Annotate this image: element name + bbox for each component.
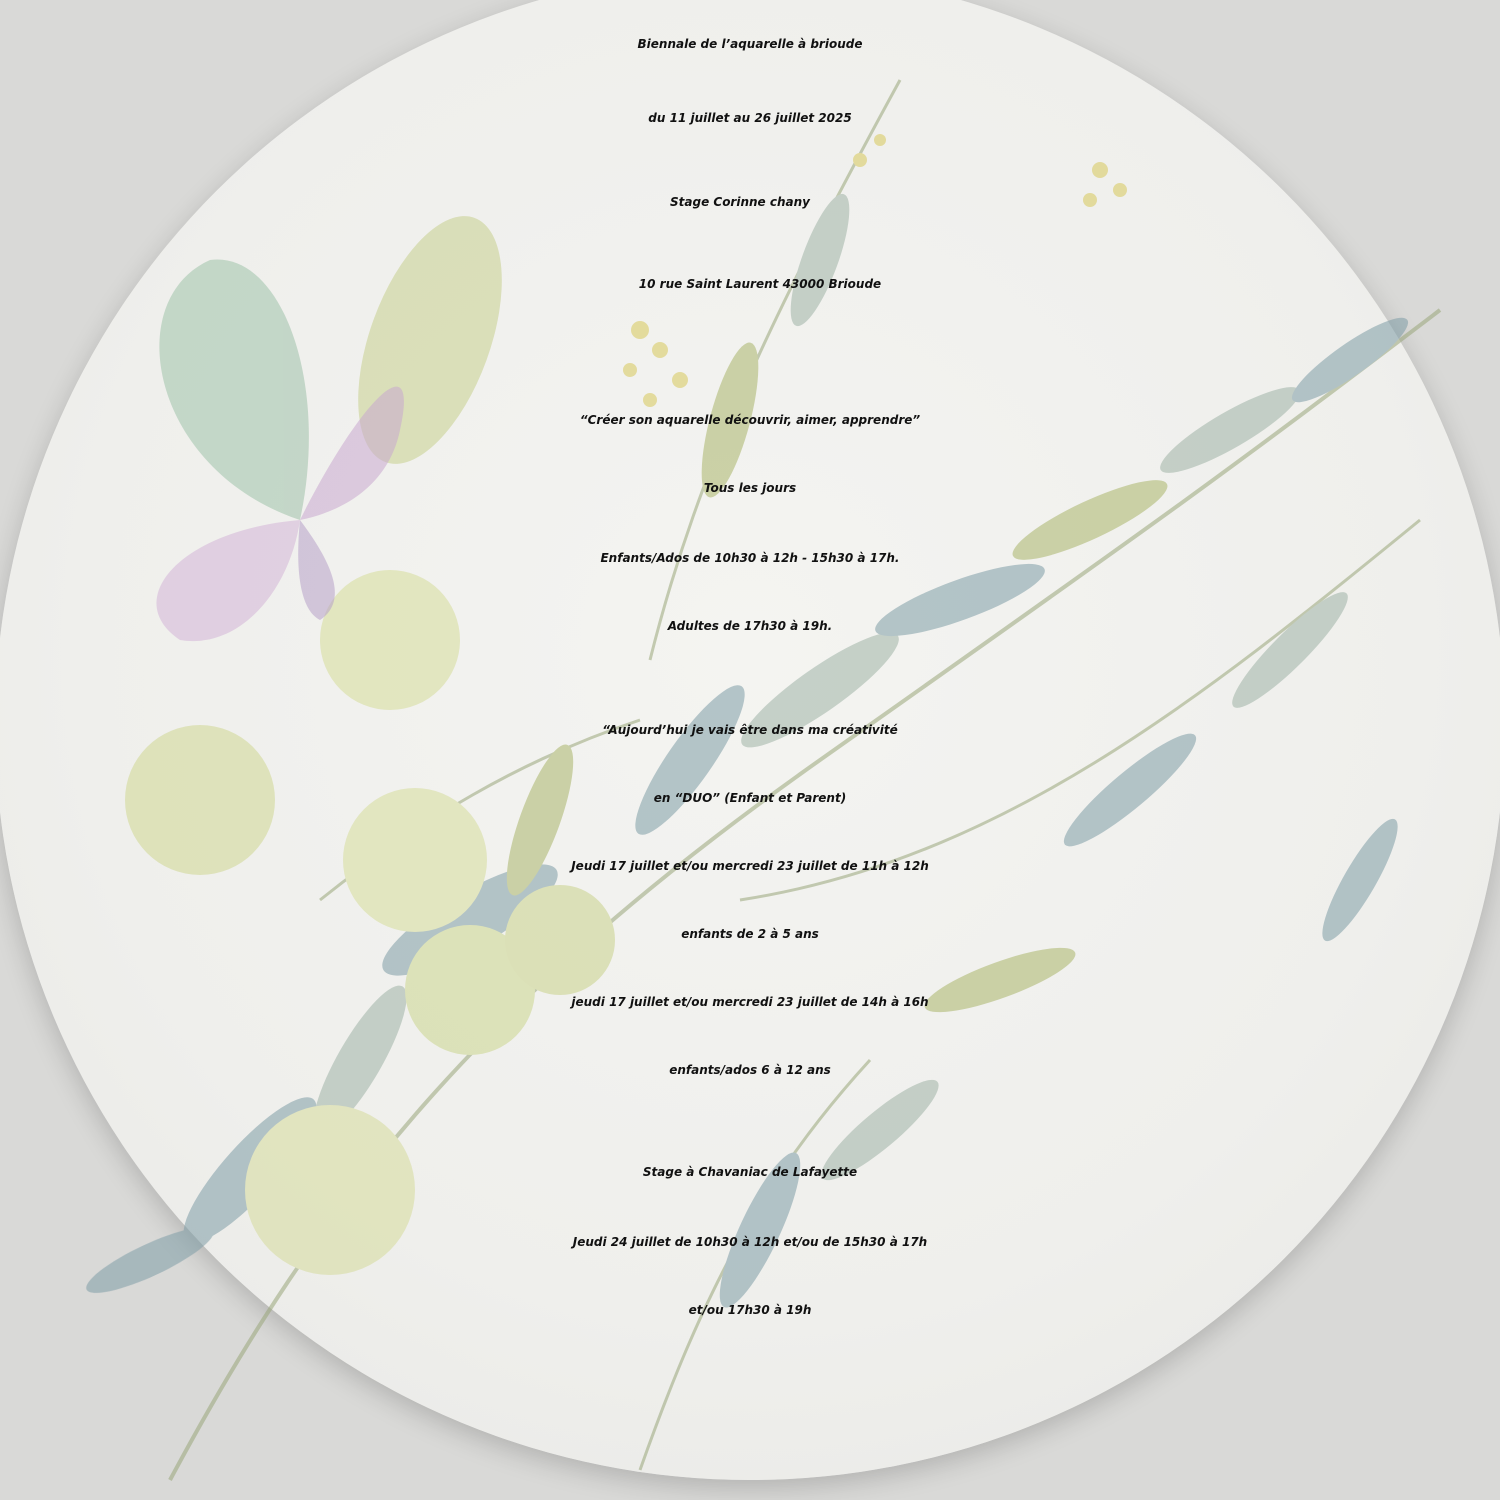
title-line-2: du 11 juillet au 26 juillet 2025: [648, 111, 852, 125]
block2-session1-dates: Jeudi 17 juillet et/ou mercredi 23 juillet de 11h à 12h: [571, 859, 929, 873]
block2-quote-line-1: “Aujourd’hui je vais être dans ma créativité: [602, 723, 898, 737]
block2-session2-dates: jeudi 17 juillet et/ou mercredi 23 juillet de 14h à 16h: [571, 995, 929, 1009]
block1-quote: “Créer son aquarelle découvrir, aimer, apprendre”: [579, 413, 921, 427]
title-line-1: Biennale de l’aquarelle à brioude: [637, 37, 863, 51]
block3-location: Stage à Chavaniac de Lafayette: [642, 1165, 858, 1179]
block3-schedule-line-2: et/ou 17h30 à 19h: [688, 1303, 812, 1317]
block3-schedule-line-1: Jeudi 24 juillet de 10h30 à 12h et/ou de 15h30 à 17h: [572, 1235, 928, 1249]
block1-kids-schedule: Enfants/Ados de 10h30 à 12h - 15h30 à 17h.: [600, 551, 900, 565]
subtitle: Stage Corinne chany: [670, 195, 810, 209]
block1-frequency: Tous les jours: [703, 481, 797, 495]
block1-adults-schedule: Adultes de 17h30 à 19h.: [667, 619, 833, 633]
block2-session1-ages: enfants de 2 à 5 ans: [681, 927, 819, 941]
block2-quote-line-2: en “DUO” (Enfant et Parent): [653, 791, 847, 805]
address: 10 rue Saint Laurent 43000 Brioude: [638, 277, 882, 291]
block2-session2-ages: enfants/ados 6 à 12 ans: [669, 1063, 831, 1077]
